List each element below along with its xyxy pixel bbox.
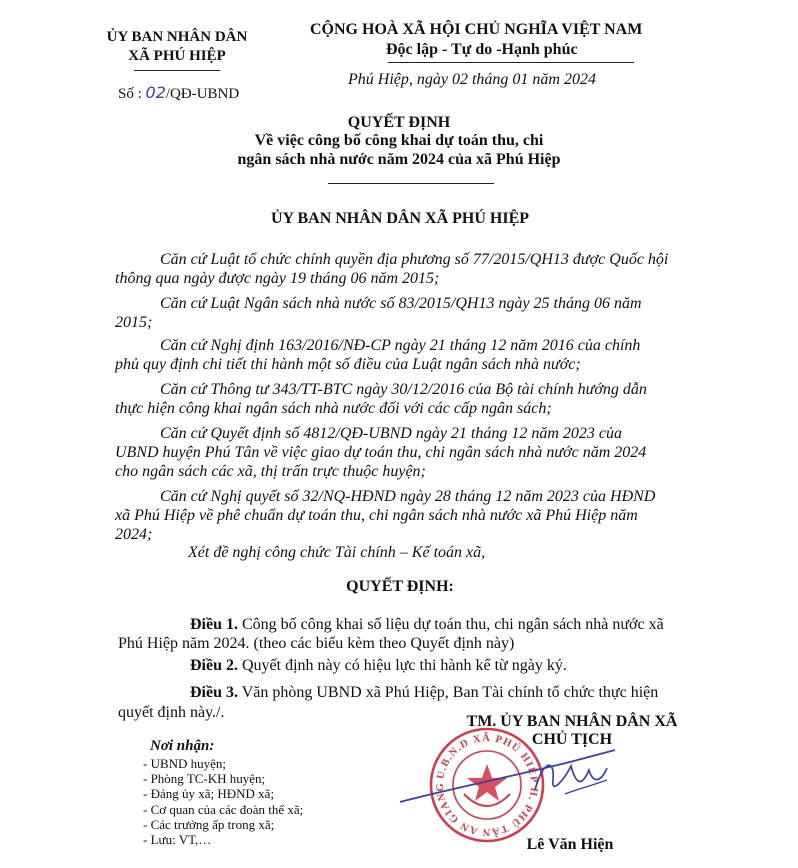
decision-heading: QUYẾT ĐỊNH:	[346, 578, 454, 595]
preamble-line: phủ quy định chi tiết thi hành một số điều của Luật ngân sách nhà nước;	[115, 356, 581, 373]
preamble-line: Xét đề nghị công chức Tài chính – Kế toán xã,	[188, 544, 486, 561]
preamble-line: Căn cứ Thông tư 343/TT-BTC ngày 30/12/2016 của Bộ tài chính hướng dẫn	[160, 381, 647, 398]
recipient-item: - Lưu: VT,…	[143, 832, 212, 848]
article-1-label: Điều 1.	[190, 616, 238, 633]
signer-name: Lê Văn Hiện	[526, 836, 614, 853]
agency-underline	[134, 70, 220, 71]
recipient-item: - Phòng TC-KH huyện;	[143, 771, 266, 787]
preamble-line: Căn cứ Nghị định 163/2016/NĐ-CP ngày 21 tháng 12 năm 2016 của chính	[160, 337, 641, 354]
preamble-line: Căn cứ Nghị quyết số 32/NQ-HĐND ngày 28 tháng 12 năm 2023 của HĐND	[160, 488, 656, 505]
preamble-line: thông qua ngày được ngày 19 tháng 06 năm 2015;	[115, 270, 440, 287]
seal-text: U.B.N.D XÃ PHÚ HIỆP H. PHÚ TÂN AN GIANG	[434, 732, 540, 838]
agency-line-1: ỦY BAN NHÂN DÂN	[106, 29, 248, 45]
article-3	[190, 683, 658, 703]
country-name: CỘNG HOÀ XÃ HỘI CHỦ NGHĨA VIỆT NAM	[310, 21, 643, 38]
article-3-continuation: quyết định này./.	[118, 704, 225, 721]
preamble-line: xã Phú Hiệp về phê chuẩn dự toán thu, chi ngân sách nhà nước xã Phú Hiệp năm	[115, 507, 638, 524]
recipient-item: - UBND huyện;	[143, 756, 227, 771]
article-1-continuation: Phú Hiệp năm 2024. (theo các biểu kèm theo Quyết định này)	[118, 635, 515, 652]
preamble-line: Căn cứ Luật tổ chức chính quyền địa phương số 77/2015/QH13 được Quốc hội	[160, 251, 669, 268]
subject-line-1: Về việc công bố công khai dự toán thu, chi	[254, 132, 544, 149]
number-prefix: Số :	[118, 86, 142, 102]
national-motto: Độc lập - Tự do -Hạnh phúc	[386, 41, 578, 58]
document-type: QUYẾT ĐỊNH	[347, 114, 451, 131]
title-underline	[328, 183, 494, 184]
article-3-label: Điều 3.	[190, 684, 238, 701]
subject-line-2: ngân sách nhà nước năm 2024 của xã Phú Hiệp	[237, 151, 561, 168]
article-1-text: Công bố công khai số liệu dự toán thu, chi ngân sách nhà nước xã	[238, 616, 664, 633]
article-2	[190, 656, 567, 676]
preamble-line: 2024;	[115, 526, 153, 543]
place-date: Phú Hiệp, ngày 02 tháng 01 năm 2024	[348, 71, 596, 88]
recipient-item: - Đảng ủy xã; HĐND xã;	[143, 786, 275, 802]
article-1	[190, 615, 664, 635]
motto-underline	[388, 62, 634, 63]
agency-name	[98, 28, 256, 66]
recipients-heading: Nơi nhận:	[150, 738, 215, 754]
preamble-line: Căn cứ Luật Ngân sách nhà nước số 83/2015/QH13 ngày 25 tháng 06 năm	[160, 295, 642, 312]
agency-line-2: XÃ PHÚ HIỆP	[128, 48, 226, 64]
handwritten-signature	[395, 740, 625, 820]
preamble-line: UBND huyện Phú Tân về việc giao dự toán thu, chi ngân sách nhà nước năm 2024	[115, 444, 647, 461]
issuer-heading: ỦY BAN NHÂN DÂN XÃ PHÚ HIỆP	[270, 210, 530, 227]
preamble-line: 2015;	[115, 314, 153, 331]
recipient-item: - Cơ quan của các đoàn thể xã;	[143, 801, 304, 817]
preamble-line: cho ngân sách các xã, thị trấn trực thuộc huyện;	[115, 463, 426, 480]
recipient-item: - Các trưởng ấp trong xã;	[143, 816, 275, 832]
on-behalf-of: TM. ỦY BAN NHÂN DÂN XÃ	[466, 713, 678, 730]
signer-position: CHỦ TỊCH	[531, 731, 613, 748]
recipients-list	[143, 756, 303, 847]
article-3-text: Văn phòng UBND xã Phú Hiệp, Ban Tài chính tổ chức thực hiện	[238, 684, 659, 701]
preamble-line: thực hiện công khai ngân sách nhà nước đối với các cấp ngân sách;	[115, 400, 552, 417]
number-handwritten: 02	[145, 83, 166, 102]
article-2-text: Quyết định này có hiệu lực thi hành kể từ ngày ký.	[238, 657, 567, 674]
preamble-line: Căn cứ Quyết định số 4812/QĐ-UBND ngày 21 tháng 12 năm 2023 của	[160, 425, 623, 442]
article-2-label: Điều 2.	[190, 657, 238, 674]
number-suffix: /QĐ-UBND	[165, 86, 240, 102]
document-number	[118, 83, 239, 103]
